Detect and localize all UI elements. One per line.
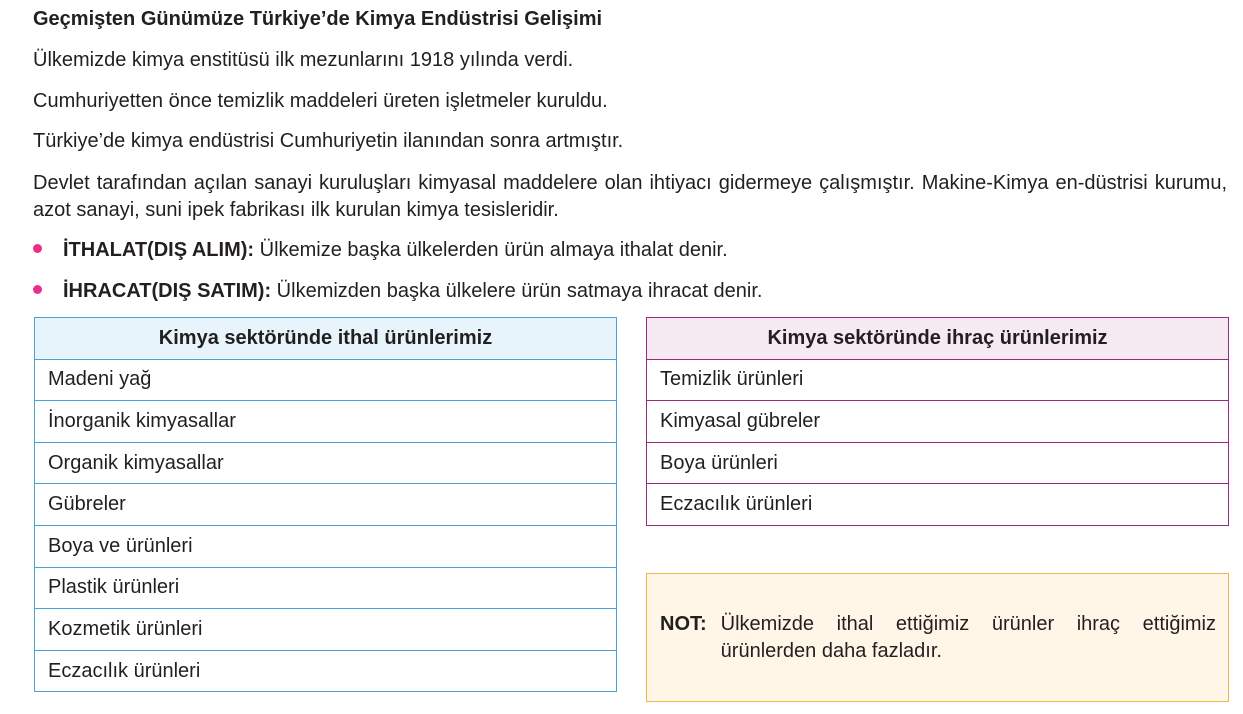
table-row (647, 359, 1229, 401)
table-row (647, 442, 1229, 484)
paragraph-republic-growth: Türkiye’de kimya endüstrisi Cumhuriyetin ilanından sonra artmıştır. (33, 130, 624, 152)
table-cell: Plastik ürünleri (35, 567, 617, 609)
table-cell: Temizlik ürünleri (647, 359, 1229, 401)
import-table-header: Kimya sektöründe ithal ürünlerimiz (35, 318, 617, 360)
table-cell: Organik kimyasallar (35, 442, 617, 484)
paragraph-cleaning-plants: Cumhuriyetten önce temizlik maddeleri üreten işletmeler kuruldu. (33, 90, 608, 112)
table-cell: Gübreler (35, 484, 617, 526)
table-row (35, 442, 617, 484)
note-content (660, 611, 1216, 665)
table-row (647, 484, 1229, 526)
bullet-term: İHRACAT(DIŞ SATIM): (63, 280, 272, 302)
table-cell: Madeni yağ (35, 359, 617, 401)
export-products-table (646, 317, 1229, 526)
table-row (35, 525, 617, 567)
table-cell: Kozmetik ürünleri (35, 609, 617, 651)
table-row (35, 650, 617, 692)
bullet-text: Ülkemizden başka ülkelere ürün satmaya ihracat denir. (271, 280, 763, 302)
note-label: NOT: (660, 612, 707, 635)
bullet-dot-icon (33, 285, 42, 294)
bullet-import-definition (33, 237, 728, 264)
note-box (646, 573, 1229, 702)
section-heading: Geçmişten Günümüze Türkiye’de Kimya Endüstrisi Gelişimi (33, 8, 603, 30)
table-row (35, 484, 617, 526)
bullet-text: Ülkemize başka ülkelerden ürün almaya ithalat denir. (254, 239, 728, 261)
paragraph-chem-institute: Ülkemizde kimya enstitüsü ilk mezunlarını 1918 yılında verdi. (33, 49, 574, 71)
table-header-row (35, 318, 617, 360)
table-row (35, 359, 617, 401)
table-cell: Boya ve ürünleri (35, 525, 617, 567)
table-cell: İnorganik kimyasallar (35, 401, 617, 443)
table-cell: Eczacılık ürünleri (35, 650, 617, 692)
bullet-dot-icon (33, 244, 42, 253)
note-text: Ülkemizde ithal ettiğimiz ürünler ihraç ettiğimiz ürünlerden daha fazladır. (720, 612, 1216, 662)
table-cell: Eczacılık ürünleri (647, 484, 1229, 526)
table-row (35, 609, 617, 651)
import-products-table (34, 317, 617, 692)
paragraph-state-industry: Devlet tarafından açılan sanayi kuruluşları kimyasal maddelere olan ihtiyacı gidermeye çalışmıştır. Makine-Kimya en-düstrisi kurumu, azot sanayi, suni ipek fabrikası ilk kurulan kimya tesisleridir. (33, 172, 1227, 221)
table-row (647, 401, 1229, 443)
table-row (35, 401, 617, 443)
table-header-row (647, 318, 1229, 360)
bullet-export-definition (33, 278, 762, 305)
table-cell: Kimyasal gübreler (647, 401, 1229, 443)
bullet-term: İTHALAT(DIŞ ALIM): (63, 239, 255, 261)
export-table-header: Kimya sektöründe ihraç ürünlerimiz (647, 318, 1229, 360)
table-cell: Boya ürünleri (647, 442, 1229, 484)
table-row (35, 567, 617, 609)
